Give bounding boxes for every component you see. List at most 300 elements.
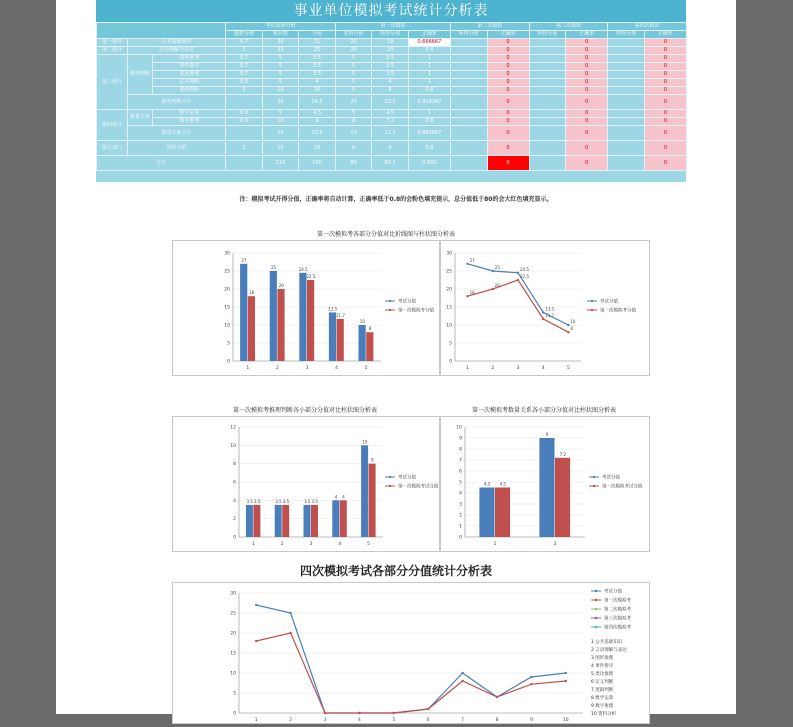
table-cell: 第五部门 bbox=[97, 141, 128, 156]
table-cell: 24.5 bbox=[299, 95, 336, 110]
data-point bbox=[289, 632, 291, 634]
y-tick-label: 0 bbox=[233, 535, 236, 541]
category-legend-item: 5 类比推理 bbox=[591, 672, 614, 677]
legend-marker bbox=[389, 476, 391, 478]
chart-panel-bar2 bbox=[172, 416, 440, 552]
x-tick-label: 2 bbox=[289, 718, 293, 723]
table-cell: 4.5 bbox=[299, 110, 336, 118]
table-cell: 9 bbox=[299, 118, 336, 126]
legend-label: 第二次模拟考 bbox=[604, 607, 631, 613]
legend-marker bbox=[389, 485, 391, 487]
category-legend-item: 4 事件排序 bbox=[591, 664, 614, 669]
y-tick-label: 4 bbox=[459, 491, 462, 497]
table-cell: 0 bbox=[487, 87, 529, 95]
table-note: 注：模拟考试开得分值，正确率将自动计算，正确率低于0.8的会粉色填充提示，总分值低于80的会大红色填充显示。 bbox=[239, 196, 553, 203]
table-cell: 逻辑判断 bbox=[153, 87, 226, 95]
table-cell bbox=[450, 55, 487, 63]
table-cell: 言语理解与表达 bbox=[127, 47, 225, 55]
bar bbox=[240, 264, 247, 361]
legend-label: 考试分值 bbox=[398, 475, 416, 481]
table-cell: 3.5 bbox=[372, 63, 409, 71]
table-cell: 数学运算 bbox=[153, 110, 226, 118]
table-cell: 0 bbox=[644, 141, 686, 156]
table-cell: 5 bbox=[262, 55, 299, 63]
table-cell: 0.7 bbox=[226, 63, 263, 71]
bar bbox=[359, 325, 366, 361]
x-tick-label: 4 bbox=[338, 542, 342, 547]
table-cell: 正确率 bbox=[566, 31, 608, 39]
y-tick-label: 0 bbox=[449, 359, 452, 365]
data-label: 3.5 bbox=[282, 498, 290, 504]
legend-label: 考试分值 bbox=[602, 475, 620, 481]
bar bbox=[361, 445, 368, 537]
table-cell: 第三部分 bbox=[97, 55, 128, 110]
data-label: 20 bbox=[494, 283, 500, 288]
table-cell: 1 bbox=[408, 79, 450, 87]
y-tick-label: 25 bbox=[230, 611, 236, 617]
table-cell: 5 bbox=[262, 79, 299, 87]
table-row bbox=[97, 79, 687, 87]
bar bbox=[495, 488, 510, 538]
table-cell: 80.2 bbox=[372, 156, 409, 171]
bar bbox=[337, 319, 344, 361]
bar bbox=[479, 488, 494, 538]
y-tick-label: 20 bbox=[446, 287, 452, 293]
y-tick-label: 10 bbox=[446, 323, 452, 329]
legend-label: 第一次模拟考分值 bbox=[398, 308, 434, 314]
bar-chart-reasoning bbox=[173, 417, 439, 551]
table-cell: 0.8 bbox=[408, 87, 450, 95]
data-label: 3.5 bbox=[311, 498, 318, 504]
data-point bbox=[567, 331, 569, 333]
table-cell: 15 bbox=[262, 126, 299, 141]
bar-chart-first-exam bbox=[173, 241, 439, 375]
data-label: 3.5 bbox=[253, 498, 261, 504]
table-cell: 0 bbox=[644, 55, 686, 63]
table-cell: 110 bbox=[262, 156, 299, 171]
table-cell bbox=[450, 87, 487, 95]
bar bbox=[539, 438, 554, 537]
table-cell: 0 bbox=[644, 156, 686, 171]
line-chart-first-exam bbox=[441, 241, 649, 375]
table-cell bbox=[608, 156, 645, 171]
table-row bbox=[97, 126, 687, 141]
data-point bbox=[530, 683, 532, 685]
table-cell: 5 bbox=[335, 87, 372, 95]
table-cell: 10 bbox=[299, 141, 336, 156]
chart-panel-bar1 bbox=[172, 240, 440, 376]
table-row bbox=[97, 39, 687, 47]
table-cell: 7.2 bbox=[372, 118, 409, 126]
table-cell: 第二次模拟 bbox=[450, 23, 529, 31]
table-cell: 0 bbox=[566, 79, 608, 87]
legend-marker bbox=[591, 309, 593, 311]
x-tick-label: 5 bbox=[566, 366, 570, 371]
data-point bbox=[466, 263, 468, 265]
table-cell: 10 bbox=[299, 87, 336, 95]
table-row bbox=[97, 71, 687, 79]
table-cell: 0 bbox=[566, 156, 608, 171]
y-tick-label: 30 bbox=[446, 251, 452, 257]
table-cell: 实得分值 bbox=[335, 31, 372, 39]
table-cell: 0 bbox=[566, 110, 608, 118]
table-cell: 0 bbox=[566, 126, 608, 141]
data-label: 10 bbox=[570, 319, 576, 324]
legend-label: 第一次模拟考分值 bbox=[600, 308, 636, 314]
x-tick-label: 5 bbox=[367, 542, 371, 547]
table-cell: 0 bbox=[644, 126, 686, 141]
data-point bbox=[461, 672, 463, 674]
x-tick-label: 3 bbox=[305, 366, 309, 371]
y-tick-label: 15 bbox=[230, 651, 236, 657]
table-cell: 第四次模拟 bbox=[608, 23, 687, 31]
y-tick-label: 5 bbox=[233, 691, 236, 697]
x-tick-label: 5 bbox=[364, 366, 368, 371]
data-point bbox=[255, 640, 257, 642]
table-cell: 所得分值 bbox=[372, 31, 409, 39]
table-cell: 0 bbox=[644, 79, 686, 87]
table-cell bbox=[226, 126, 263, 141]
bar bbox=[332, 500, 339, 537]
table-cell: 0 bbox=[487, 79, 529, 87]
table-cell bbox=[608, 87, 645, 95]
table-cell: 3.5 bbox=[372, 55, 409, 63]
category-legend-item: 7 逻辑判断 bbox=[591, 688, 614, 693]
table-cell: 30 bbox=[262, 39, 299, 47]
table-row bbox=[97, 47, 687, 55]
table-cell: 0 bbox=[566, 141, 608, 156]
table-cell bbox=[608, 95, 645, 110]
category-legend-item: 2 言语理解与表达 bbox=[591, 648, 627, 653]
table-cell: 30 bbox=[262, 95, 299, 110]
table-cell: 0 bbox=[487, 55, 529, 63]
table-cell: 0 bbox=[487, 156, 529, 171]
table-cell: 20 bbox=[372, 47, 409, 55]
table-cell: 13.5 bbox=[299, 126, 336, 141]
table-cell bbox=[450, 110, 487, 118]
table-cell: 8 bbox=[372, 87, 409, 95]
data-point bbox=[530, 676, 532, 678]
table-cell: 第三次模拟 bbox=[529, 23, 608, 31]
table-cell: 总分 bbox=[97, 156, 226, 171]
category-legend-item: 9 数字推理 bbox=[591, 704, 614, 709]
table-cell: 0.9 bbox=[226, 110, 263, 118]
data-point bbox=[427, 708, 429, 710]
table-cell bbox=[529, 47, 566, 55]
bar bbox=[329, 312, 336, 361]
chart-title-2: 第一次模拟考推理判断各小部分分值对比柱状图分析表 bbox=[232, 407, 377, 414]
table-cell bbox=[226, 156, 263, 171]
table-cell bbox=[608, 118, 645, 126]
table-cell: 4.5 bbox=[372, 110, 409, 118]
chart-panel-line1 bbox=[440, 240, 650, 376]
data-label: 22.5 bbox=[306, 274, 316, 279]
legend-marker bbox=[595, 608, 597, 610]
table-cell: 0 bbox=[487, 95, 529, 110]
table-cell: 推理判断 bbox=[127, 55, 152, 95]
table-cell bbox=[450, 39, 487, 47]
table-cell: 0.866667 bbox=[408, 126, 450, 141]
table-cell: 0.8 bbox=[408, 47, 450, 55]
legend-marker bbox=[591, 300, 593, 302]
table-cell: 0 bbox=[644, 71, 686, 79]
table-cell: 5 bbox=[262, 63, 299, 71]
data-label: 3.5 bbox=[246, 498, 253, 504]
x-tick-label: 1 bbox=[251, 542, 255, 547]
y-tick-label: 6 bbox=[233, 480, 236, 486]
data-label: 11.7 bbox=[335, 312, 345, 318]
bar bbox=[270, 271, 277, 361]
legend-marker bbox=[389, 300, 391, 302]
table-cell: 1 bbox=[408, 63, 450, 71]
table-cell: 8 bbox=[372, 141, 409, 156]
table-cell bbox=[450, 79, 487, 87]
table-cell bbox=[608, 39, 645, 47]
table-cell: 数字推理 bbox=[153, 118, 226, 126]
data-point bbox=[393, 712, 395, 714]
four-exams-title: 四次模拟考试各部分分值统计分析表 bbox=[299, 564, 492, 578]
table-cell: 第一部分 bbox=[97, 39, 128, 47]
data-label: 13.5 bbox=[328, 306, 338, 312]
y-tick-label: 4 bbox=[233, 498, 236, 504]
table-cell: 正确率 bbox=[487, 31, 529, 39]
table-cell: 0 bbox=[566, 87, 608, 95]
table-cell: 题数分值 bbox=[226, 31, 263, 39]
table-cell: 所得分值 bbox=[608, 31, 645, 39]
data-label: 4 bbox=[342, 494, 345, 500]
page-title: 事业单位模拟考试统计分析表 bbox=[96, 0, 686, 22]
legend-label: 考试分值 bbox=[600, 299, 618, 305]
table-cell: 0 bbox=[487, 47, 529, 55]
legend-label: 第四次模拟考 bbox=[604, 625, 631, 631]
y-tick-label: 5 bbox=[459, 480, 462, 486]
x-tick-label: 4 bbox=[541, 366, 545, 371]
bar bbox=[340, 500, 347, 537]
data-point bbox=[565, 680, 567, 682]
table-cell: 3.5 bbox=[299, 63, 336, 71]
table-cell: 25 bbox=[299, 47, 336, 55]
data-point bbox=[496, 696, 498, 698]
table-cell: 资料分析 bbox=[127, 141, 225, 156]
data-label: 8 bbox=[570, 326, 573, 332]
table-row bbox=[97, 55, 687, 63]
table-cell: 13 bbox=[335, 126, 372, 141]
table-cell: 4 bbox=[372, 79, 409, 87]
table-cell: 0.8 bbox=[408, 141, 450, 156]
table-cell: 0 bbox=[487, 126, 529, 141]
data-label: 8 bbox=[371, 457, 374, 463]
table-cell bbox=[529, 95, 566, 110]
table-cell: 1 bbox=[226, 47, 263, 55]
x-tick-label: 1 bbox=[254, 718, 258, 723]
x-tick-label: 7 bbox=[461, 718, 465, 723]
data-label: 24.5 bbox=[298, 266, 308, 272]
table-cell bbox=[226, 95, 263, 110]
table-cell: 0 bbox=[487, 63, 529, 71]
category-legend-item: 3 图形推理 bbox=[591, 656, 614, 661]
legend-label: 第三次模拟考 bbox=[604, 616, 631, 622]
series-line bbox=[256, 605, 566, 713]
table-cell bbox=[608, 71, 645, 79]
bar bbox=[253, 505, 260, 537]
y-tick-label: 1 bbox=[459, 524, 462, 530]
table-row bbox=[97, 156, 687, 171]
table-cell bbox=[608, 47, 645, 55]
table-cell bbox=[529, 126, 566, 141]
data-label: 8 bbox=[368, 326, 372, 332]
y-tick-label: 10 bbox=[456, 425, 462, 431]
table-cell: 第一次模拟 bbox=[335, 23, 450, 31]
table-cell: 0 bbox=[566, 71, 608, 79]
table-cell: 所得分值 bbox=[529, 31, 566, 39]
y-tick-label: 8 bbox=[459, 447, 462, 453]
category-legend-item: 8 数学运算 bbox=[591, 696, 614, 701]
x-tick-label: 9 bbox=[529, 718, 533, 723]
table-cell bbox=[529, 156, 566, 171]
table-cell: 0 bbox=[487, 110, 529, 118]
table-cell: 1 bbox=[226, 87, 263, 95]
table-cell bbox=[529, 39, 566, 47]
table-cell: 8 bbox=[335, 118, 372, 126]
bar bbox=[311, 505, 318, 537]
y-tick-label: 20 bbox=[230, 631, 236, 637]
table-cell: 0.8 bbox=[226, 79, 263, 87]
table-cell: 0 bbox=[644, 110, 686, 118]
table-cell: 0.7 bbox=[226, 55, 263, 63]
table-cell: 数量关系 bbox=[127, 110, 152, 126]
table-cell: 10 bbox=[262, 118, 299, 126]
table-cell: 0.8 bbox=[408, 118, 450, 126]
table-cell: 5 bbox=[262, 110, 299, 118]
table-cell: 29 bbox=[335, 95, 372, 110]
table-cell bbox=[529, 141, 566, 156]
data-point bbox=[358, 712, 360, 714]
x-tick-label: 2 bbox=[553, 542, 557, 547]
data-label: 27 bbox=[241, 257, 247, 263]
table-cell: 5 bbox=[335, 110, 372, 118]
data-point bbox=[567, 324, 569, 326]
bar bbox=[366, 332, 373, 361]
table-cell: 数量关系合计 bbox=[127, 126, 225, 141]
table-cell bbox=[529, 110, 566, 118]
y-tick-label: 30 bbox=[224, 251, 230, 257]
table-cell: 1 bbox=[226, 141, 263, 156]
table-cell: 8 bbox=[335, 141, 372, 156]
table-cell: 正确率 bbox=[644, 31, 686, 39]
data-label: 11.7 bbox=[545, 312, 555, 318]
data-label: 18 bbox=[249, 290, 255, 296]
stats-table bbox=[96, 0, 686, 182]
table-cell: 0 bbox=[487, 118, 529, 126]
table-cell: 3.5 bbox=[372, 71, 409, 79]
data-label: 22.5 bbox=[520, 274, 529, 279]
table-cell: 定义判断 bbox=[153, 79, 226, 87]
y-tick-label: 6 bbox=[459, 469, 462, 475]
x-tick-label: 1 bbox=[466, 366, 470, 371]
data-point bbox=[565, 672, 567, 674]
table-cell: 5 bbox=[335, 79, 372, 87]
x-tick-label: 3 bbox=[323, 718, 327, 723]
table-cell: 10 bbox=[262, 141, 299, 156]
y-tick-label: 30 bbox=[230, 591, 236, 597]
category-legend-item: 1 公共基础知识 bbox=[591, 640, 623, 645]
table-cell: 0 bbox=[566, 63, 608, 71]
legend-label: 第一次模拟考 bbox=[604, 598, 631, 604]
table-cell bbox=[608, 126, 645, 141]
legend-marker bbox=[389, 309, 391, 311]
bar bbox=[369, 464, 376, 537]
data-label: 18 bbox=[469, 290, 475, 296]
x-tick-label: 5 bbox=[392, 718, 396, 723]
table-row bbox=[97, 110, 687, 118]
y-tick-label: 0 bbox=[227, 359, 230, 365]
table-cell: 10 bbox=[262, 87, 299, 95]
table-cell: 推理判断合计 bbox=[127, 95, 225, 110]
data-label: 10 bbox=[362, 439, 368, 445]
y-tick-label: 5 bbox=[227, 341, 230, 347]
chart-panel-four-exams bbox=[172, 582, 650, 724]
table-cell: 0 bbox=[566, 39, 608, 47]
table-cell: 0.802 bbox=[408, 156, 450, 171]
table-cell bbox=[450, 95, 487, 110]
table-cell: 0 bbox=[644, 63, 686, 71]
table-cell: 0 bbox=[487, 39, 529, 47]
y-tick-label: 10 bbox=[224, 323, 230, 329]
table-cell: 0.666667 bbox=[408, 39, 450, 47]
legend-label: 考试分值 bbox=[398, 299, 416, 305]
table-cell bbox=[450, 141, 487, 156]
x-tick-label: 2 bbox=[275, 366, 279, 371]
legend-marker bbox=[595, 590, 597, 592]
bar-chart-quantity bbox=[441, 417, 649, 551]
table-cell: 类比推理 bbox=[153, 71, 226, 79]
table-cell: 0 bbox=[566, 47, 608, 55]
data-point bbox=[461, 680, 463, 682]
bar bbox=[246, 505, 253, 537]
table-row bbox=[97, 95, 687, 110]
table-cell bbox=[529, 63, 566, 71]
data-label: 13.5 bbox=[545, 306, 555, 312]
table-cell: 0 bbox=[644, 47, 686, 55]
table-cell: 25 bbox=[262, 47, 299, 55]
data-point bbox=[324, 712, 326, 714]
y-tick-label: 9 bbox=[459, 436, 462, 442]
table-cell: 20 bbox=[335, 47, 372, 55]
table-header-row bbox=[97, 23, 687, 31]
table-cell: 5 bbox=[335, 71, 372, 79]
table-cell: 0 bbox=[566, 118, 608, 126]
table-cell bbox=[450, 156, 487, 171]
y-tick-label: 15 bbox=[224, 305, 230, 311]
data-label: 25 bbox=[494, 265, 500, 270]
table-cell: 所得分值 bbox=[450, 31, 487, 39]
table-cell: 0 bbox=[644, 118, 686, 126]
table-cell: 第二部分 bbox=[97, 47, 128, 55]
table-cell: 18 bbox=[372, 39, 409, 47]
table-cell: 0 bbox=[487, 71, 529, 79]
y-tick-label: 12 bbox=[230, 425, 236, 431]
legend-marker bbox=[593, 476, 595, 478]
category-legend-item: 10 资料分析 bbox=[591, 712, 617, 717]
x-tick-label: 1 bbox=[246, 366, 250, 371]
bar bbox=[555, 458, 570, 537]
data-label: 4.5 bbox=[499, 481, 506, 487]
bar bbox=[277, 289, 284, 361]
table-cell: 0 bbox=[566, 55, 608, 63]
data-label: 20 bbox=[278, 283, 284, 288]
data-point bbox=[492, 270, 494, 272]
y-tick-label: 25 bbox=[224, 269, 230, 275]
